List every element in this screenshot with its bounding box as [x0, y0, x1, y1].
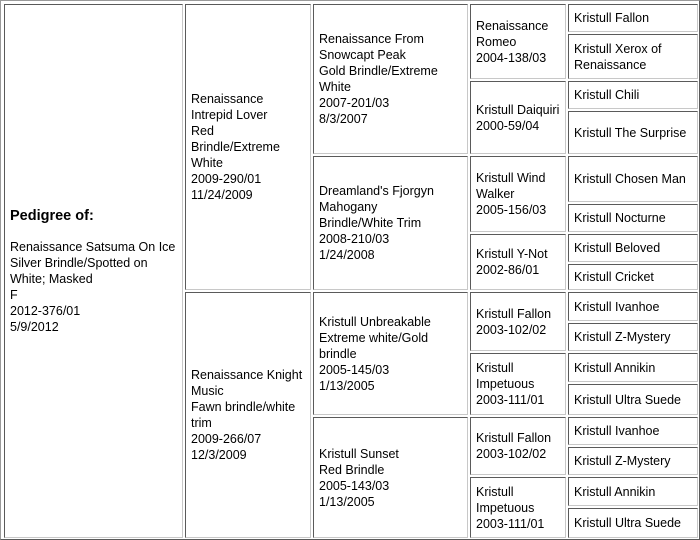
great-grandparent-registration: 2003-111/01 [476, 516, 545, 531]
ancestor-name: Kristull Z-Mystery [574, 454, 671, 468]
great-grandparent-cell [470, 4, 566, 79]
ancestor-name: Kristull Nocturne [574, 211, 666, 225]
grandparent-registration: 2007-201/03 [319, 96, 390, 110]
ancestor-cell [568, 353, 698, 382]
grandparent-name: Dreamland's Fjorgyn Mahogany [319, 184, 438, 214]
ancestor-name: Kristull Xerox of Renaissance [574, 41, 666, 72]
great-grandparent-registration: 2003-102/02 [476, 447, 547, 461]
dam-name: Renaissance Knight Music [191, 368, 306, 398]
ancestor-name: Kristull Annikin [574, 360, 656, 375]
ancestor-name: Kristull Chosen Man [574, 172, 686, 186]
great-grandparent-cell [470, 81, 566, 154]
great-grandparent-registration: 2003-102/02 [476, 322, 547, 337]
ancestor-name: Kristull The Surprise [574, 125, 687, 140]
ancestor-cell [568, 81, 698, 109]
grandparent-registration: 2008-210/03 [319, 232, 390, 246]
grandparent-birthdate: 1/13/2005 [319, 378, 375, 393]
subject-cell [4, 4, 183, 538]
great-grandparent-cell [470, 353, 566, 415]
grandparent-cell [313, 417, 468, 538]
great-grandparent-name: Kristull Impetuous [476, 484, 535, 515]
grandparent-name: Kristull Unbreakable [319, 314, 431, 329]
grandparent-name: Renaissance From Snowcapt Peak [319, 32, 428, 62]
great-grandparent-cell [470, 156, 566, 232]
grandparent-color: Gold Brindle/Extreme White [319, 64, 442, 94]
great-grandparent-name: Kristull Daiquiri [476, 102, 560, 117]
great-grandparent-registration: 2000-59/04 [476, 118, 540, 133]
grandparent-color: Brindle/White Trim [319, 216, 422, 230]
grandparent-color: Extreme white/Gold brindle [319, 330, 432, 361]
sire-registration: 2009-290/01 [191, 172, 262, 186]
grandparent-name: Kristull Sunset [319, 446, 399, 461]
ancestor-cell [568, 447, 698, 475]
great-grandparent-name: Kristull Y-Not [476, 247, 548, 261]
ancestor-cell [568, 508, 698, 538]
ancestor-cell [568, 384, 698, 415]
great-grandparent-registration: 2005-156/03 [476, 203, 547, 217]
grandparent-color: Red Brindle [319, 462, 385, 477]
ancestor-name: Kristull Beloved [574, 241, 661, 255]
great-grandparent-registration: 2003-111/01 [476, 393, 545, 407]
grandparent-birthdate: 8/3/2007 [319, 112, 368, 126]
grandparent-cell [313, 4, 468, 154]
subject-sex: F [10, 288, 18, 302]
ancestor-cell [568, 477, 698, 506]
dam-birthdate: 12/3/2009 [191, 448, 247, 462]
ancestor-cell [568, 4, 698, 32]
ancestor-cell [568, 111, 698, 154]
great-grandparent-name: Kristull Wind Walker [476, 171, 549, 201]
ancestor-name: Kristull Ultra Suede [574, 516, 681, 530]
ancestor-cell [568, 264, 698, 290]
grandparent-birthdate: 1/24/2008 [319, 248, 375, 262]
ancestor-name: Kristull Ultra Suede [574, 392, 681, 407]
great-grandparent-name: Renaissance Romeo [476, 18, 552, 49]
pedigree-heading: Pedigree of: [10, 208, 94, 224]
great-grandparent-cell [470, 292, 566, 351]
subject-birthdate: 5/9/2012 [10, 320, 59, 334]
ancestor-name: Kristull Ivanhoe [574, 424, 660, 438]
ancestor-cell [568, 34, 698, 79]
great-grandparent-name: Kristull Fallon [476, 306, 552, 321]
great-grandparent-registration: 2002-86/01 [476, 263, 540, 277]
grandparent-birthdate: 1/13/2005 [319, 494, 375, 509]
ancestor-name: Kristull Ivanhoe [574, 299, 660, 314]
grandparent-cell [313, 292, 468, 415]
ancestor-name: Kristull Z-Mystery [574, 330, 671, 344]
dam-color: Fawn brindle/white trim [191, 400, 299, 430]
sire-color: Red Brindle/Extreme White [191, 124, 284, 170]
dam-cell [185, 292, 311, 538]
ancestor-cell [568, 204, 698, 232]
great-grandparent-cell [470, 477, 566, 538]
ancestor-cell [568, 156, 698, 202]
ancestor-cell [568, 323, 698, 351]
subject-registration: 2012-376/01 [10, 304, 81, 318]
ancestor-name: Kristull Cricket [574, 270, 654, 284]
subject-color: Silver Brindle/Spotted on White; Masked [10, 256, 152, 286]
ancestor-cell [568, 417, 698, 445]
sire-name: Renaissance Intrepid Lover [191, 92, 268, 122]
dam-registration: 2009-266/07 [191, 432, 262, 446]
great-grandparent-name: Kristull Fallon [476, 431, 552, 445]
grandparent-registration: 2005-145/03 [319, 362, 390, 377]
ancestor-cell [568, 234, 698, 262]
sire-cell [185, 4, 311, 290]
grandparent-cell [313, 156, 468, 290]
ancestor-cell [568, 292, 698, 321]
great-grandparent-cell [470, 234, 566, 290]
ancestor-name: Kristull Annikin [574, 484, 656, 499]
sire-birthdate: 11/24/2009 [191, 188, 253, 202]
great-grandparent-name: Kristull Impetuous [476, 361, 535, 391]
subject-name: Renaissance Satsuma On Ice [10, 240, 176, 254]
ancestor-name: Kristull Fallon [574, 11, 650, 25]
great-grandparent-cell [470, 417, 566, 475]
grandparent-registration: 2005-143/03 [319, 478, 390, 493]
ancestor-name: Kristull Chili [574, 88, 640, 102]
great-grandparent-registration: 2004-138/03 [476, 50, 547, 65]
